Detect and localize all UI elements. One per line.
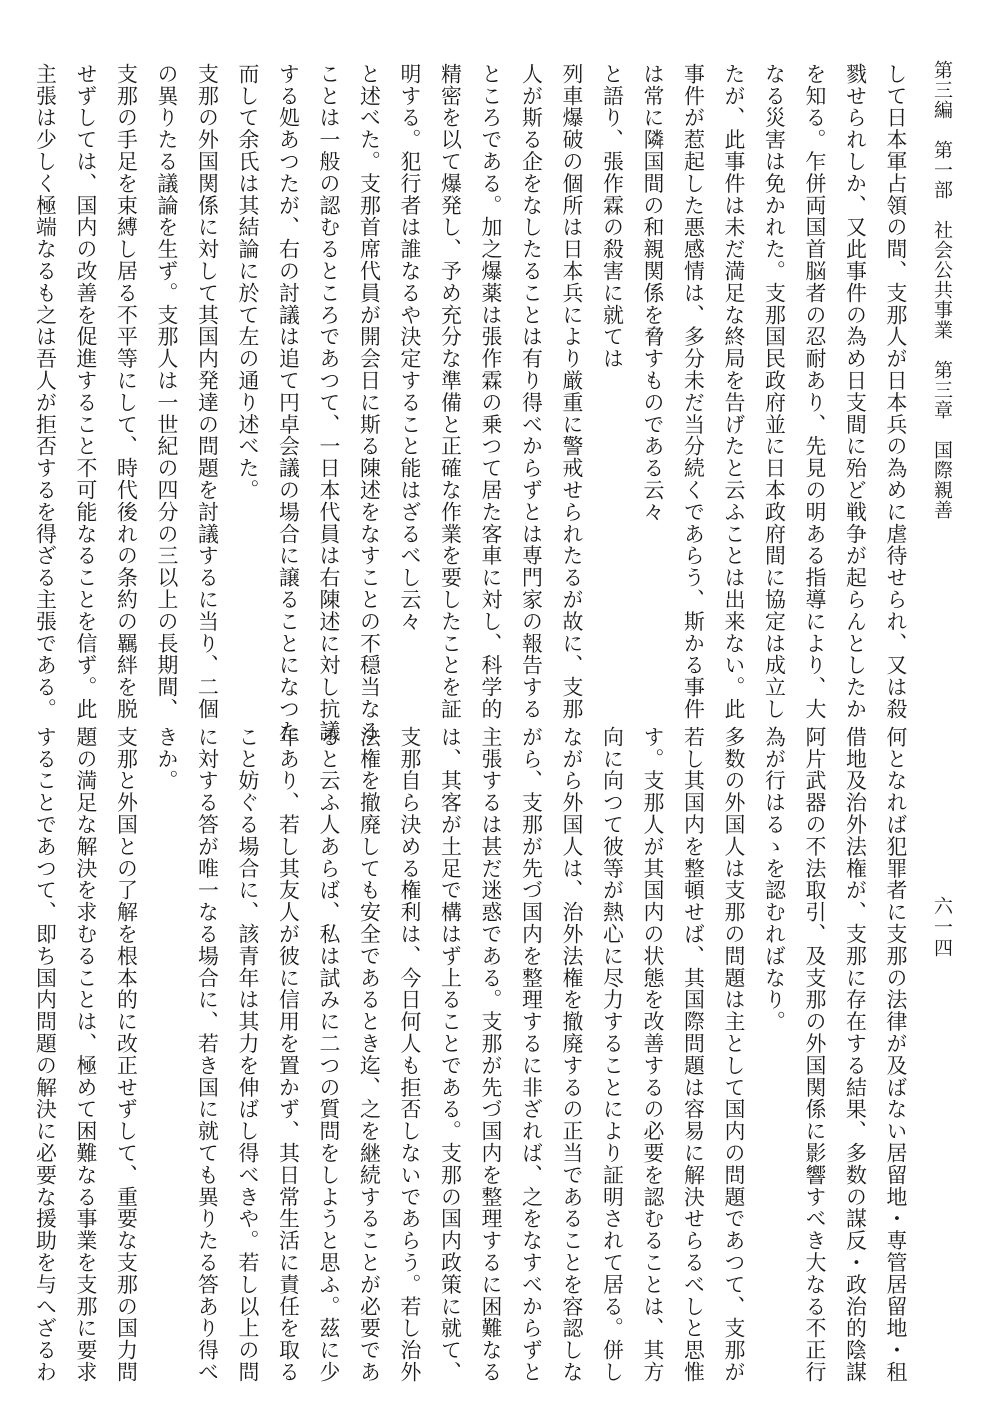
- text-column: は、其客が土足で構はず上ることである。支那の国内政策に就て、: [437, 726, 462, 1383]
- text-column: を知る。乍併両国首脳者の忍耐あり、先見の明ある指導により、大: [802, 63, 826, 720]
- text-column: 若し其国内を整頓せば、其国際問題は容易に解決せらるべしと思惟: [680, 726, 705, 1383]
- text-column: せずしては、国内の改善を促進すること不可能なることを信ず。此: [73, 63, 97, 720]
- text-column: 年あり、若し其友人が彼に信用を置かず、其日常生活に責任を取る: [275, 726, 300, 1383]
- text-column: 主張は少しく極端なるも之は吾人が拒否するを得ざる主張である。: [32, 63, 57, 720]
- text-column: は常に隣国間の和親関係を脅すものである云々: [640, 63, 664, 523]
- text-column: 人が斯る企をなしたることは有り得べからずとは専門家の報告する: [518, 63, 543, 720]
- text-column: ると云ふ人あらば、私は試みに二つの質問をしようと思ふ。茲に少: [316, 726, 340, 1383]
- upper-text-block: [24, 63, 915, 742]
- text-column: 多数の外国人は支那の問題は主として国内の問題であつて、支那が: [721, 726, 745, 1383]
- text-column: 支那と外国との了解を根本的に改正せずして、重要な支那の国力問: [113, 726, 138, 1383]
- text-column: 向に向つて彼等が熱心に尽力することにより証明されて居る。併し: [599, 726, 624, 1383]
- text-column: 為が行はるゝを認むればなり。: [761, 726, 786, 1033]
- text-column: 列車爆破の個所は日本兵により厳重に警戒せられたるが故に、支那: [559, 63, 583, 720]
- text-column: と述べた。支那首席代員が開会日に斯る陳述をなすことの不穏当なる: [356, 63, 381, 742]
- text-column: 而して余氏は其結論に於て左の通り述べた。: [235, 63, 259, 501]
- text-column: 支那の手足を束縛し居る不平等にして、時代後れの条約の羈絆を脱: [113, 63, 138, 720]
- lower-text-block: [24, 726, 915, 1383]
- text-column: ながら外国人は、治外法権を撤廃するの正当であることを容認しな: [559, 726, 583, 1383]
- text-column: たが、此事件は未だ満足な終局を告げたと云ふことは出来ない。此: [721, 63, 745, 720]
- text-column: 法権を撤廃しても安全であるとき迄、之を継続することが必要であ: [356, 726, 381, 1383]
- text-column: 支那の外国関係に対して其国内発達の問題を討議するに当り、二個: [194, 63, 219, 720]
- text-column: 明する。犯行者は誰なるや決定すること能はざるべし云々: [397, 63, 421, 633]
- text-column: に対する答が唯一なる場合に、若き国に就ても異りたる答あり得べ: [194, 726, 219, 1383]
- page-number: 六一四: [931, 896, 953, 959]
- text-column: する処あつたが、右の討議は追て円卓会議の場合に譲ることになつた: [275, 63, 300, 742]
- text-column: 題の満足な解決を求むることは、極めて困難なる事業を支那に要求: [73, 726, 97, 1383]
- text-column: 精密を以て爆発し、予め充分な準備と正確な作業を要したことを証: [437, 63, 462, 720]
- text-column: と語り、張作霖の殺害に就ては: [599, 63, 624, 370]
- text-column: がら、支那が先づ国内を整理するに非ざれば、之をなすべからずと: [518, 726, 543, 1383]
- text-column: す。支那人が其国内の状態を改善するの必要を認むることは、其方: [640, 726, 664, 1383]
- text-column: ことは一般の認むるところであつて、一日本代員は右陳述に対し抗議: [316, 63, 340, 742]
- text-column: 阿片武器の不法取引、及支那の外国関係に影響すべき大なる不正行: [802, 726, 826, 1383]
- text-column: きか。: [154, 726, 178, 792]
- text-column: ところである。加之爆薬は張作霖の乗つて居た客車に対し、科学的: [478, 63, 502, 720]
- text-column: 支那自ら決める権利は、今日何人も拒否しないであらう。若し治外: [397, 726, 421, 1383]
- text-column: 主張するは甚だ迷惑である。支那が先づ国内を整理するに困難なる: [478, 726, 502, 1383]
- text-column: 事件が惹起した悪感情は、多分未だ当分続くであらう、斯かる事件: [680, 63, 705, 720]
- running-header: 第三編 第一部 社会公共事業 第三章 国際親善: [931, 60, 953, 520]
- text-column: 借地及治外法権が、支那に存在する結果、多数の謀反・政治的陰謀: [842, 726, 867, 1383]
- text-column: なる災害は免かれた。支那国民政府並に日本政府間に協定は成立し: [761, 63, 786, 720]
- text-column: 戮せられしか、又此事件の為め日支間に殆ど戦争が起らんとしたか: [842, 63, 867, 720]
- text-column: こと妨ぐる場合に、該青年は其力を伸ばし得べきや。若し以上の問: [235, 726, 259, 1383]
- text-column: して日本軍占領の間、支那人が日本兵の為めに虐待せられ、又は殺: [883, 63, 907, 720]
- text-column: することであつて、即ち国内問題の解決に必要な援助を与へざるわ: [32, 726, 57, 1383]
- text-column: の異りたる議論を生ず。支那人は一世紀の四分の三以上の長期間、: [154, 63, 178, 720]
- text-column: 何となれば犯罪者に支那の法律が及ばない居留地・専管居留地・租: [883, 726, 907, 1383]
